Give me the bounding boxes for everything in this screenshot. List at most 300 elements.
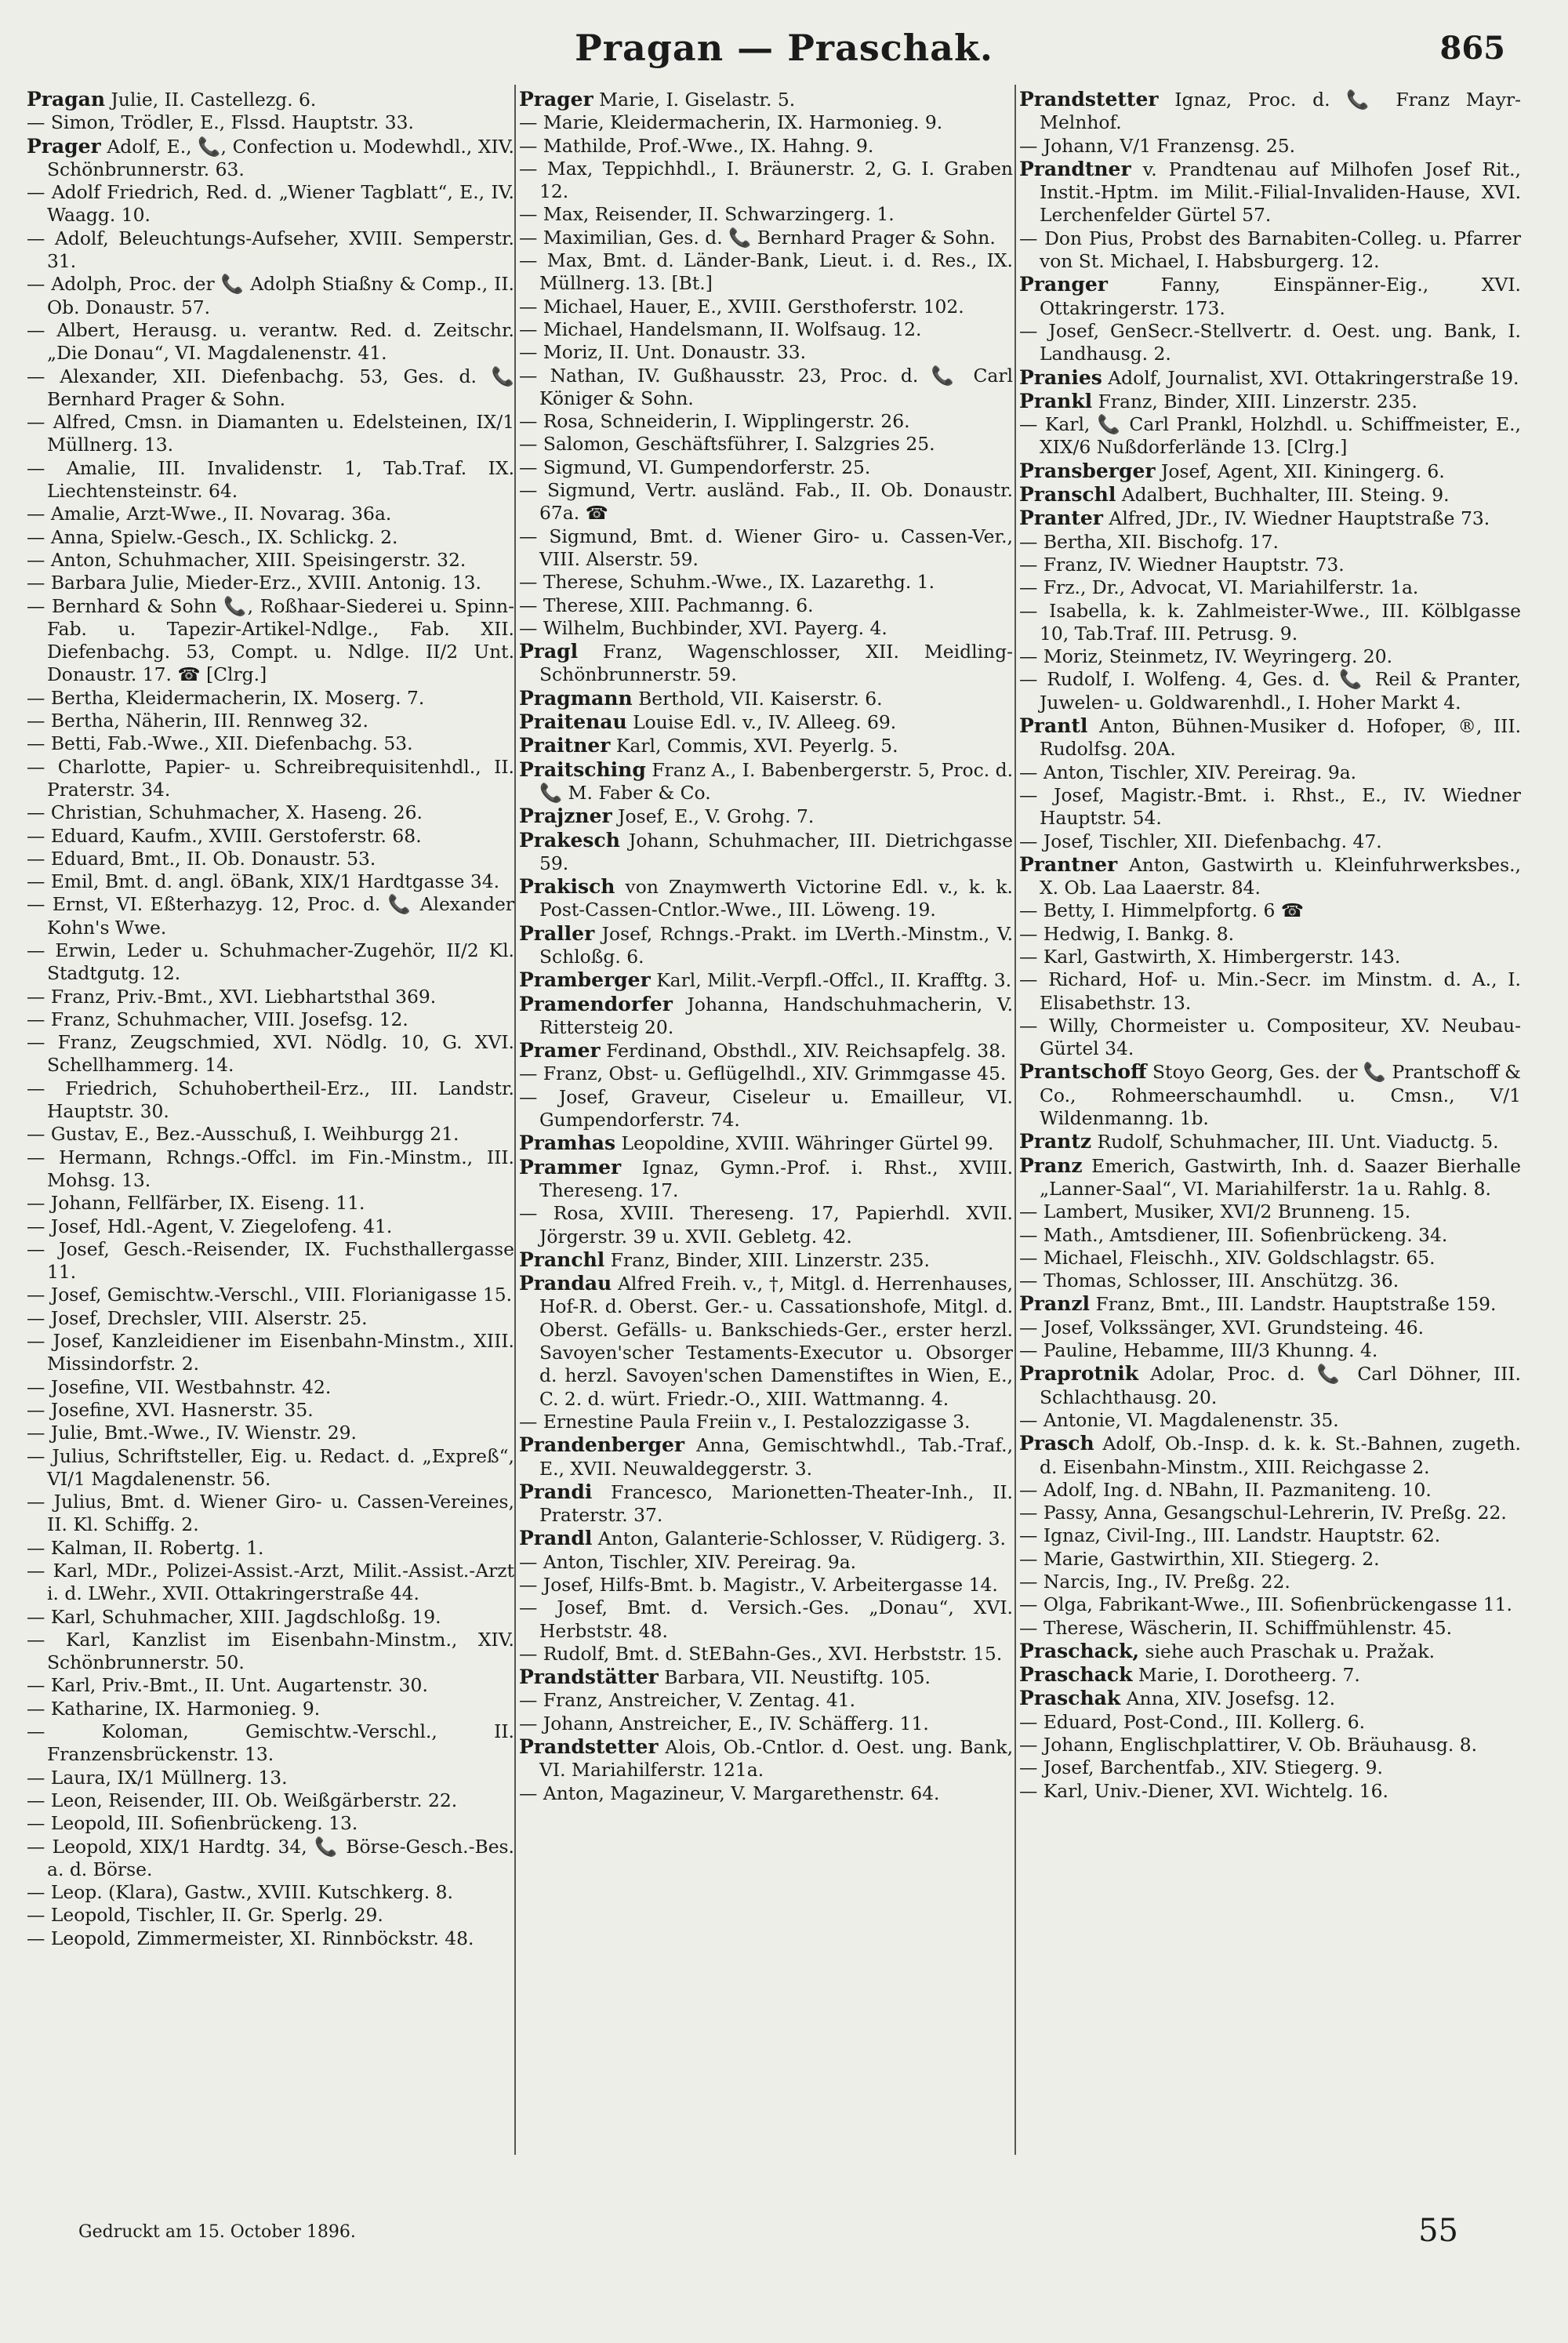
entry-text: — Marie, Gastwirthin, XII. Stiegerg. 2.: [1019, 1547, 1380, 1570]
directory-entry: [27, 181, 514, 227]
entry-text: — Max, Reisender, II. Schwarzingerg. 1.: [519, 203, 895, 226]
entry-text: — Bertha, Kleidermacherin, IX. Moserg. 7.: [27, 686, 425, 709]
entry-text: — Rosa, XVIII. Thereseng. 17, Papierhdl. XVII. Jörgerstr. 39 u. XVII. Gebletg. 42.: [519, 1202, 1013, 1248]
directory-entry: [27, 1031, 514, 1077]
entry-text: — Rudolf, I. Wolfeng. 4, Ges. d. 📞 Reil & Pranter, Juwelen- u. Goldwarenhdl., I. Hoher Markt 4.: [1019, 668, 1521, 714]
entry-text: — Eduard, Kaufm., XVIII. Gerstoferstr. 68.: [27, 824, 422, 847]
entry-text: Anna, Gemischtwhdl., Tab.-Traf., E., XVII. Neuwaldeggerstr. 3.: [539, 1434, 1013, 1480]
entry-text: — Michael, Hauer, E., XVIII. Gersthoferstr. 102.: [519, 295, 964, 318]
directory-entry: [1019, 784, 1521, 830]
directory-entry: [519, 1527, 1013, 1550]
entry-text: — Therese, Wäscherin, II. Schiffmühlenstr. 45.: [1019, 1616, 1453, 1639]
entry-text: — Josef, Barchentfab., XIV. Stiegerg. 9.: [1019, 1756, 1383, 1779]
directory-entry: [519, 158, 1013, 204]
entry-text: — Amalie, Arzt-Wwe., II. Novarag. 36a.: [27, 503, 392, 525]
entry-text: — Anna, Spielw.-Gesch., IX. Schlickg. 2.: [27, 525, 398, 548]
entry-text: — Josef, Volkssänger, XVI. Grundsteing. 46.: [1019, 1316, 1425, 1339]
directory-entry: [1019, 1756, 1521, 1779]
entry-text: Johann, Schuhmacher, III. Dietrichgasse 59.: [539, 829, 1013, 874]
directory-entry: [519, 922, 1013, 969]
entry-text: Franz A., I. Babenbergerstr. 5, Proc. d. 📞 M. Faber & Co.: [539, 758, 1013, 804]
entry-surname: Pranies: [1019, 365, 1102, 389]
entry-text: — Karl, 📞 Carl Prankl, Holzhdl. u. Schiffmeister, E., XIX/6 Nußdorferlände 13. [Clrg.]: [1019, 413, 1521, 459]
directory-entry: [27, 1445, 514, 1491]
directory-entry: [27, 1812, 514, 1835]
entry-text: — Alexander, XII. Diefenbachg. 53, Ges. d. 📞 Bernhard Prager & Sohn.: [27, 365, 514, 410]
entry-surname: Prantl: [1019, 714, 1088, 738]
entry-text: — Amalie, III. Invalidenstr. 1, Tab.Traf. IX. Liechtensteinstr. 64.: [27, 456, 514, 503]
entry-text: — Koloman, Gemischtw.-Verschl., II. Franzensbrückenstr. 13.: [27, 1720, 514, 1766]
entry-text: — Rudolf, Bmt. d. StEBahn-Ges., XVI. Herbststr. 15.: [519, 1642, 1003, 1665]
directory-entry: [27, 1491, 514, 1537]
entry-text: — Anton, Tischler, XIV. Pereirag. 9a.: [1019, 761, 1357, 783]
directory-entry: [1019, 88, 1521, 135]
entry-text: — Franz, Schuhmacher, VIII. Josefsg. 12.: [27, 1008, 408, 1030]
directory-entry: [519, 88, 1013, 111]
directory-entry: [1019, 1548, 1521, 1571]
entry-text: Franz, Wagenschlosser, XII. Meidling-Schönbrunnerstr. 59.: [539, 641, 1013, 686]
entry-text: Anton, Gastwirth u. Kleinfuhrwerksbes., X. Ob. Laa Laaerstr. 84.: [1040, 853, 1521, 899]
entry-text: — Laura, IX/1 Müllnerg. 13.: [27, 1766, 288, 1789]
entry-surname: Prandstetter: [519, 1735, 659, 1759]
directory-entry: [27, 825, 514, 848]
entry-text: von Znaymwerth Victorine Edl. v., k. k. Post-Cassen-Cntlor.-Wwe., III. Löweng. 19.: [539, 876, 1013, 921]
directory-entry: [27, 1123, 514, 1146]
directory-entry: [27, 1789, 514, 1812]
entry-text: — Leopold, Zimmermeister, XI. Rinnböckstr. 48.: [27, 1927, 474, 1949]
directory-entry: [27, 1376, 514, 1399]
entry-text: — Betty, I. Himmelpfortg. 6 ☎: [1019, 899, 1304, 922]
directory-entry: [519, 1689, 1013, 1712]
entry-text: — Josef, Graveur, Ciseleur u. Emailleur, VI. Gumpendorferstr. 74.: [519, 1085, 1013, 1132]
entry-surname: Praschack: [1019, 1663, 1133, 1687]
directory-entry: [519, 341, 1013, 364]
entry-text: — Max, Bmt. d. Länder-Bank, Lieut. i. d. Res., IX. Müllnerg. 13. [Bt.]: [519, 249, 1013, 295]
entry-text: — Barbara Julie, Mieder-Erz., XVIII. Antonig. 13.: [27, 572, 481, 594]
directory-entry: [519, 1039, 1013, 1063]
directory-entry: [519, 479, 1013, 525]
directory-entry: [1019, 1339, 1521, 1362]
entry-text: Marie, I. Giselastr. 5.: [599, 89, 796, 111]
directory-entry: [519, 365, 1013, 411]
entry-text: Josef, Agent, XII. Kiningerg. 6.: [1160, 460, 1445, 482]
entry-surname: Praschak: [1019, 1687, 1121, 1710]
directory-entry: [519, 617, 1013, 640]
entry-surname: Prantz: [1019, 1130, 1092, 1153]
entry-text: — Julius, Bmt. d. Wiener Giro- u. Cassen-Vereines, II. Kl. Schiffg. 2.: [27, 1491, 514, 1536]
column-right: [1019, 88, 1521, 2189]
entry-surname: Pramendorfer: [519, 992, 673, 1015]
entry-text: — Ernst, VI. Eßterhazyg. 12, Proc. d. 📞 Alexander Kohn's Wwe.: [27, 893, 514, 939]
entry-text: — Josef, Kanzleidiener im Eisenbahn-Minstm., XIII. Missindorfstr. 2.: [27, 1330, 514, 1375]
directory-entry: [519, 1433, 1013, 1480]
entry-text: — Johann, Englischplattirer, V. Ob. Bräuhausg. 8.: [1019, 1734, 1478, 1756]
directory-entry: [27, 893, 514, 939]
directory-entry: [519, 1411, 1013, 1433]
entry-surname: Praitner: [519, 734, 611, 757]
entry-text: Adolf, Ob.-Insp. d. k. k. St.-Bahnen, zugeth. d. Eisenbahn-Minstm., XIII. Reichgasse 2.: [1040, 1433, 1521, 1478]
entry-text: — Nathan, IV. Gußhausstr. 23, Proc. d. 📞 Carl Königer & Sohn.: [519, 364, 1013, 409]
entry-text: Ignaz, Proc. d. 📞 Franz Mayr-Melnhof.: [1040, 89, 1521, 134]
entry-text: — Karl, MDr., Polizei-Assist.-Arzt, Milit.-Assist.-Arzt i. d. LWehr., XVII. Ottakringerstraße 44.: [27, 1560, 514, 1605]
directory-entry: [1019, 413, 1521, 460]
directory-entry: [27, 1192, 514, 1215]
entry-text: Anna, XIV. Josefsg. 12.: [1126, 1687, 1336, 1710]
entry-text: — Therese, Schuhm.-Wwe., IX. Lazarethg. 1.: [519, 571, 935, 594]
entry-text: — Franz, Anstreicher, V. Zentag. 41.: [519, 1689, 856, 1712]
directory-entry: [27, 756, 514, 802]
directory-entry: [27, 1881, 514, 1904]
directory-entry: [1019, 1524, 1521, 1547]
entry-text: Berthold, VII. Kaiserstr. 6.: [638, 687, 883, 710]
entry-text: — Moriz, Steinmetz, IV. Weyringerg. 20.: [1019, 645, 1393, 668]
directory-entry: [1019, 1270, 1521, 1292]
directory-entry: [519, 993, 1013, 1040]
entry-text: — Karl, Univ.-Diener, XVI. Wichtelg. 16.: [1019, 1779, 1388, 1802]
entry-text: — Albert, Herausg. u. verantw. Red. d. Zeitschr. „Die Donau“, VI. Magdalenenstr. 41.: [27, 318, 514, 365]
directory-entry: [519, 805, 1013, 828]
entry-text: — Josef, Hilfs-Bmt. b. Magistr., V. Arbeitergasse 14.: [519, 1574, 998, 1596]
directory-entry: [1019, 968, 1521, 1015]
entry-surname: Praschack,: [1019, 1639, 1140, 1662]
entry-text: — Marie, Kleidermacherin, IX. Harmonieg. 9.: [519, 111, 943, 134]
entry-surname: Prandstetter: [1019, 88, 1159, 111]
entry-text: — Sigmund, Vertr. ausländ. Fab., II. Ob. Donaustr. 67a. ☎: [519, 479, 1013, 525]
directory-entry: [1019, 1663, 1521, 1687]
directory-entry: [27, 1836, 514, 1882]
directory-entry: [519, 296, 1013, 318]
directory-entry: [27, 88, 514, 111]
directory-entry: [1019, 554, 1521, 576]
entry-text: — Ignaz, Civil-Ing., III. Landstr. Hauptstr. 62.: [1019, 1524, 1441, 1547]
directory-entry: [519, 1782, 1013, 1805]
entry-text: — Anton, Magazineur, V. Margarethenstr. 64.: [519, 1782, 940, 1804]
directory-entry: [1019, 1130, 1521, 1153]
directory-entry: [1019, 1502, 1521, 1524]
entry-text: — Lambert, Musiker, XVI/2 Brunneng. 15.: [1019, 1201, 1411, 1223]
directory-entry: [519, 203, 1013, 226]
entry-surname: Prandtner: [1019, 157, 1131, 180]
directory-entry: [1019, 714, 1521, 761]
entry-text: — Bertha, XII. Bischofg. 17.: [1019, 530, 1279, 553]
entry-text: — Gustav, E., Bez.-Ausschuß, I. Weihburgg 21.: [27, 1123, 459, 1146]
entry-text: — Sigmund, Bmt. d. Wiener Giro- u. Cassen-Ver., VIII. Alserstr. 59.: [519, 525, 1013, 570]
directory-entry: [27, 732, 514, 755]
entry-text: — Leop. (Klara), Gastw., XVIII. Kutschkerg. 8.: [27, 1881, 453, 1904]
directory-entry: [1019, 1432, 1521, 1479]
entry-text: — Emil, Bmt. d. angl. öBank, XIX/1 Hardtgasse 34.: [27, 870, 500, 893]
entry-text: Barbara, VII. Neustiftg. 105.: [664, 1666, 931, 1689]
entry-surname: Prankl: [1019, 389, 1093, 412]
entry-text: — Franz, IV. Wiedner Hauptstr. 73.: [1019, 553, 1345, 576]
entry-text: — Josef, Gemischtw.-Verschl., VIII. Florianigasse 15.: [27, 1284, 513, 1306]
entry-text: — Simon, Trödler, E., Flssd. Hauptstr. 33.: [27, 111, 414, 134]
entry-text: — Franz, Priv.-Bmt., XVI. Liebhartsthal 369.: [27, 985, 437, 1008]
entry-surname: Prandau: [519, 1272, 612, 1295]
directory-entry: [27, 1698, 514, 1720]
directory-entry: [519, 525, 1013, 572]
entry-text: Marie, I. Dorotheerg. 7.: [1138, 1664, 1360, 1687]
entry-surname: Pramhas: [519, 1132, 616, 1155]
page-number: 865: [1439, 30, 1505, 67]
directory-entry: [519, 1574, 1013, 1597]
directory-entry: [27, 710, 514, 732]
directory-entry: [27, 939, 514, 986]
directory-entry: [1019, 1224, 1521, 1247]
directory-entry: [1019, 1201, 1521, 1223]
directory-entry: [27, 986, 514, 1008]
entry-text: — Leopold, Tischler, II. Gr. Sperlg. 29.: [27, 1904, 383, 1927]
entry-text: — Karl, Priv.-Bmt., II. Unt. Augartenstr. 30.: [27, 1674, 428, 1697]
entry-text: Adolar, Proc. d. 📞 Carl Döhner, III. Schlachthausg. 20.: [1040, 1363, 1521, 1408]
directory-entry: [27, 1927, 514, 1950]
entry-surname: Pranzl: [1019, 1292, 1091, 1316]
directory-entry: [1019, 158, 1521, 227]
directory-entry: [1019, 1687, 1521, 1710]
entry-text: — Josef, Gesch.-Reisender, IX. Fuchsthallergasse 11.: [27, 1237, 514, 1284]
entry-text: Rudolf, Schuhmacher, III. Unt. Viaductg. 5.: [1097, 1131, 1499, 1153]
directory-entry: [519, 111, 1013, 134]
entry-text: — Eduard, Bmt., II. Ob. Donaustr. 53.: [27, 847, 376, 870]
directory-entry: [27, 1904, 514, 1927]
directory-entry: [1019, 923, 1521, 946]
directory-entry: [27, 1215, 514, 1238]
directory-entry: [27, 1560, 514, 1606]
directory-entry: [519, 227, 1013, 249]
entry-surname: Praprotnik: [1019, 1362, 1139, 1386]
directory-entry: [27, 687, 514, 710]
entry-text: — Katharine, IX. Harmonieg. 9.: [27, 1697, 321, 1720]
entry-surname: Prager: [519, 88, 593, 111]
column-divider: [1014, 85, 1016, 2155]
directory-entry: [519, 829, 1013, 876]
directory-entry: [1019, 1640, 1521, 1663]
directory-entry: [1019, 761, 1521, 784]
entry-text: — Michael, Fleischh., XIV. Goldschlagstr. 65.: [1019, 1246, 1436, 1269]
directory-entry: [1019, 946, 1521, 968]
entry-surname: Pranger: [1019, 273, 1108, 296]
entry-text: — Julie, Bmt.-Wwe., IV. Wienstr. 29.: [27, 1422, 357, 1444]
entry-text: — Olga, Fabrikant-Wwe., III. Sofienbrückengasse 11.: [1019, 1593, 1512, 1616]
directory-entry: [519, 1551, 1013, 1574]
entry-text: — Leopold, III. Sofienbrückeng. 13.: [27, 1812, 358, 1835]
entry-surname: Pransberger: [1019, 459, 1156, 482]
entry-text: — Julius, Schriftsteller, Eig. u. Redact. d. „Expreß“, VI/1 Magdalenenstr. 56.: [27, 1444, 514, 1490]
directory-entry: [1019, 899, 1521, 922]
directory-entry: [1019, 1617, 1521, 1640]
directory-entry: [519, 1272, 1013, 1411]
directory-entry: [27, 1008, 514, 1031]
entry-surname: Pragan: [27, 88, 106, 111]
directory-entry: [1019, 1409, 1521, 1432]
directory-entry: [519, 1086, 1013, 1132]
entry-surname: Prandstätter: [519, 1666, 659, 1689]
directory-entry: [1019, 576, 1521, 599]
entry-surname: Prandl: [519, 1527, 593, 1550]
entry-text: — Franz, Zeugschmied, XVI. Nödlg. 10, G. XVI. Schellhammerg. 14.: [27, 1031, 514, 1077]
entry-surname: Prager: [27, 134, 101, 158]
directory-entry: [519, 1597, 1013, 1643]
entry-text: — Pauline, Hebamme, III/3 Khunng. 4.: [1019, 1339, 1378, 1362]
entry-text: — Christian, Schuhmacher, X. Haseng. 26.: [27, 801, 423, 824]
directory-entry: [1019, 1317, 1521, 1339]
directory-entry: [27, 227, 514, 274]
entry-text: — Josef, Bmt. d. Versich.-Ges. „Donau“, XVI. Herbststr. 48.: [519, 1597, 1013, 1642]
entry-text: — Don Pius, Probst des Barnabiten-Colleg. u. Pfarrer von St. Michael, I. Habsburgerg. 12.: [1019, 227, 1521, 273]
entry-text: — Passy, Anna, Gesangschul-Lehrerin, IV. Preßg. 22.: [1019, 1502, 1507, 1524]
directory-entry: [1019, 273, 1521, 320]
directory-entry: [1019, 1060, 1521, 1130]
directory-entry: [1019, 320, 1521, 366]
entry-text: — Frz., Dr., Advocat, VI. Mariahilferstr. 1a.: [1019, 576, 1419, 599]
directory-entry: [519, 1480, 1013, 1527]
entry-text: — Johann, V/1 Franzensg. 25.: [1019, 134, 1296, 157]
entry-text: — Ernestine Paula Freiin v., I. Pestalozzigasse 3.: [519, 1410, 971, 1433]
entry-text: — Adolf, Beleuchtungs-Aufseher, XVIII. Semperstr. 31.: [27, 227, 514, 273]
entry-text: — Hermann, Rchngs.-Offcl. im Fin.-Minstm., III. Mohsg. 13.: [27, 1146, 514, 1191]
entry-text: Adolf, E., 📞, Confection u. Modewhdl., XIV. Schönbrunnerstr. 63.: [47, 135, 514, 180]
directory-entry: [519, 734, 1013, 757]
directory-entry: [1019, 1571, 1521, 1593]
directory-entry: [1019, 1711, 1521, 1734]
directory-entry: [1019, 366, 1521, 390]
directory-entry: [519, 1735, 1013, 1782]
entry-text: — Adolf, Ing. d. NBahn, II. Pazmaniteng. 10.: [1019, 1478, 1432, 1501]
directory-entry: [519, 1132, 1013, 1155]
directory-entry: [1019, 483, 1521, 507]
column-divider: [514, 85, 516, 2155]
entry-text: Franz, Binder, XIII. Linzerstr. 235.: [610, 1248, 930, 1271]
entry-text: Adalbert, Buchhalter, III. Steing. 9.: [1121, 484, 1450, 507]
entry-text: Johanna, Handschuhmacherin, V. Rittersteig 20.: [539, 993, 1013, 1038]
column-left: [27, 88, 514, 2189]
directory-entry: [27, 526, 514, 549]
entry-text: — Karl, Schuhmacher, XIII. Jagdschloßg. 19.: [27, 1605, 441, 1628]
entry-text: — Thomas, Schlosser, III. Anschützg. 36.: [1019, 1270, 1399, 1292]
entry-text: — Josefine, VII. Westbahnstr. 42.: [27, 1375, 332, 1398]
directory-entry: [519, 433, 1013, 456]
entry-text: — Antonie, VI. Magdalenenstr. 35.: [1019, 1408, 1339, 1431]
entry-text: — Charlotte, Papier- u. Schreibrequisitenhdl., II. Praterstr. 34.: [27, 755, 514, 801]
entry-text: Stoyo Georg, Ges. der 📞 Prantschoff & Co., Rohmeerschaumhdl. u. Cmsn., V/1 Wildenmanng. 1b.: [1040, 1061, 1521, 1130]
entry-text: — Salomon, Geschäftsführer, I. Salzgries 25.: [519, 433, 935, 456]
directory-entry: [1019, 390, 1521, 413]
entry-surname: Pranz: [1019, 1153, 1083, 1177]
entry-text: — Narcis, Ing., IV. Preßg. 22.: [1019, 1571, 1290, 1593]
directory-entry: [519, 1666, 1013, 1689]
entry-text: Karl, Commis, XVI. Peyerlg. 5.: [615, 735, 898, 757]
entry-text: — Maximilian, Ges. d. 📞 Bernhard Prager & Sohn.: [519, 226, 996, 249]
directory-entry: [519, 1063, 1013, 1085]
entry-text: — Josef, Hdl.-Agent, V. Ziegelofeng. 41.: [27, 1215, 393, 1237]
entry-text: — Franz, Obst- u. Geflügelhdl., XIV. Grimmgasse 45.: [519, 1063, 1007, 1085]
entry-text: — Leon, Reisender, III. Ob. Weißgärberstr. 22.: [27, 1789, 458, 1811]
directory-entry: [1019, 1154, 1521, 1201]
entry-surname: Pranchl: [519, 1248, 605, 1271]
entry-surname: Prakesch: [519, 828, 620, 852]
directory-entry: [27, 848, 514, 870]
entry-surname: Prasch: [1019, 1432, 1094, 1455]
directory-entry: [27, 1238, 514, 1284]
directory-entry: [519, 249, 1013, 296]
directory-entry: [27, 1767, 514, 1789]
directory-entry: [519, 968, 1013, 992]
directory-entry: [27, 1077, 514, 1124]
entry-text: — Johann, Anstreicher, E., IV. Schäfferg. 11.: [519, 1712, 929, 1735]
directory-entry: [27, 595, 514, 687]
directory-entry: [519, 410, 1013, 433]
entry-surname: Prandenberger: [519, 1433, 685, 1457]
entry-text: — Anton, Tischler, XIV. Pereirag. 9a.: [519, 1550, 857, 1573]
directory-entry: [27, 1399, 514, 1422]
sheet-number: 55: [1418, 2213, 1458, 2249]
entry-text: — Erwin, Leder u. Schuhmacher-Zugehör, II/2 Kl. Stadtgutg. 12.: [27, 939, 514, 985]
print-date: Gedruckt am 15. October 1896.: [78, 2222, 356, 2242]
entry-text: — Josef, Drechsler, VIII. Alserstr. 25.: [27, 1306, 368, 1329]
entry-text: — Adolph, Proc. der 📞 Adolph Stiaßny & Comp., II. Ob. Donaustr. 57.: [27, 273, 514, 318]
entry-text: — Josef, GenSecr.-Stellvertr. d. Oest. ung. Bank, I. Landhausg. 2.: [1019, 319, 1521, 365]
directory-entry: [27, 457, 514, 503]
directory-entry: [27, 1422, 514, 1444]
entry-text: — Josef, Magistr.-Bmt. i. Rhst., E., IV. Wiedner Hauptstr. 54.: [1019, 783, 1521, 830]
entry-surname: Prammer: [519, 1155, 622, 1179]
directory-entry: [519, 318, 1013, 341]
entry-text: — Sigmund, VI. Gumpendorferstr. 25.: [519, 456, 871, 478]
directory-entry: [519, 1713, 1013, 1735]
entry-text: Franz, Bmt., III. Landstr. Hauptstraße 159.: [1095, 1293, 1497, 1316]
entry-text: — Therese, XIII. Pachmanng. 6.: [519, 594, 814, 616]
entry-text: — Wilhelm, Buchbinder, XVI. Payerg. 4.: [519, 616, 887, 639]
entry-text: — Adolf Friedrich, Red. d. „Wiener Tagblatt“, E., IV. Waagg. 10.: [27, 181, 514, 227]
directory-entry: [1019, 1247, 1521, 1270]
directory-entry: [27, 111, 514, 134]
entry-text: — Isabella, k. k. Zahlmeister-Wwe., III. Kölblgasse 10, Tab.Traf. III. Petrusg. 9.: [1019, 599, 1521, 645]
directory-entry: [27, 1284, 514, 1306]
directory-entry: [27, 1720, 514, 1767]
directory-entry: [27, 1330, 514, 1376]
entry-text: — Eduard, Post-Cond., III. Kollerg. 6.: [1019, 1710, 1366, 1733]
entry-text: Franz, Binder, XIII. Linzerstr. 235.: [1098, 390, 1417, 412]
directory-entry: [1019, 1593, 1521, 1616]
entry-surname: Pramberger: [519, 968, 651, 992]
entry-text: — Karl, Gastwirth, X. Himbergerstr. 143.: [1019, 945, 1401, 968]
directory-entry: [27, 273, 514, 319]
entry-text: — Johann, Fellfärber, IX. Eiseng. 11.: [27, 1192, 365, 1215]
directory-entry: [1019, 1479, 1521, 1502]
entry-text: siehe auch Praschak u. Pražak.: [1145, 1640, 1436, 1662]
directory-entry: [27, 1146, 514, 1193]
entry-text: — Bernhard & Sohn 📞, Roßhaar-Siederei u. Spinn-Fab. u. Tapezir-Artikel-Ndlge., Fab. XII. Diefenbachg. 53, Compt. u. Ndlge. II/2 Unt. Donaustr. 17. ☎ [Clrg.]: [27, 594, 514, 686]
directory-entry: [1019, 507, 1521, 530]
entry-surname: Pragmann: [519, 686, 633, 710]
entry-surname: Pramer: [519, 1039, 601, 1063]
entry-text: Adolf, Journalist, XVI. Ottakringerstraße 19.: [1108, 366, 1519, 389]
directory-entry: [27, 870, 514, 893]
entry-surname: Pranschl: [1019, 483, 1116, 507]
entry-text: — Math., Amtsdiener, III. Sofienbrückeng. 34.: [1019, 1223, 1448, 1246]
directory-entry: [27, 1606, 514, 1629]
directory-entry: [519, 640, 1013, 687]
directory-entry: [519, 1202, 1013, 1248]
entry-text: — Josefine, XVI. Hasnerstr. 35.: [27, 1398, 314, 1421]
directory-entry: [519, 687, 1013, 710]
directory-entry: [27, 1674, 514, 1697]
entry-text: — Rosa, Schneiderin, I. Wipplingerstr. 26.: [519, 410, 910, 433]
entry-text: Ignaz, Gymn.-Prof. i. Rhst., XVIII. Thereseng. 17.: [539, 1156, 1013, 1201]
directory-entry: [1019, 645, 1521, 668]
directory-entry: [27, 549, 514, 572]
entry-surname: Pranter: [1019, 507, 1103, 530]
